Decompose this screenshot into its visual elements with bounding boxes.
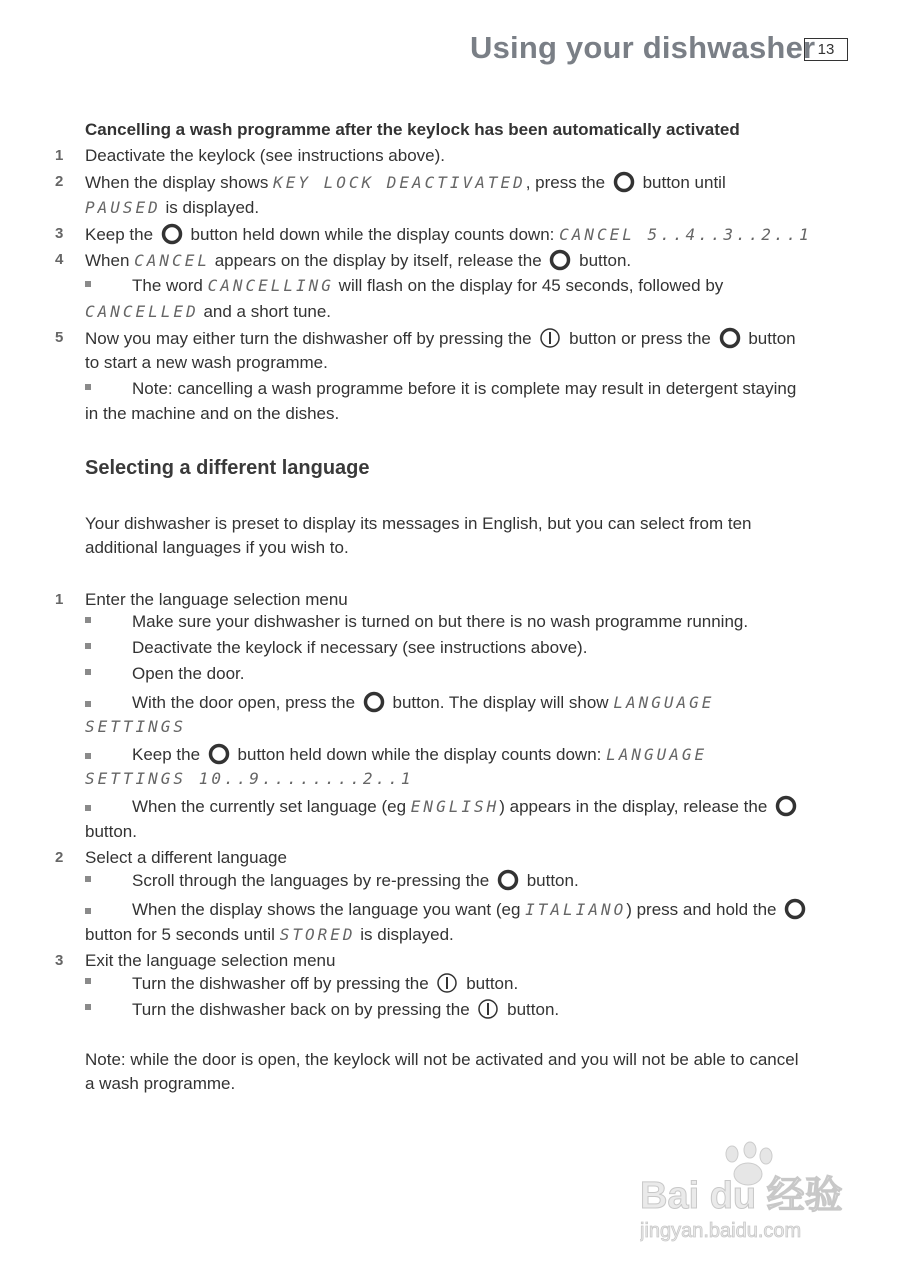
step-text: Select a different language bbox=[85, 848, 287, 867]
text: button bbox=[748, 329, 796, 348]
lcd-text: CANCELLING bbox=[207, 276, 334, 295]
start-button-icon bbox=[549, 249, 571, 271]
page-number: 13 bbox=[804, 38, 848, 61]
start-button-icon bbox=[208, 743, 230, 765]
note-text: Note: cancelling a wash programme before it is complete may result in detergent staying bbox=[132, 379, 797, 398]
bullet bbox=[85, 384, 91, 390]
bullet-line bbox=[132, 998, 559, 1021]
step-number: 2 bbox=[55, 849, 64, 866]
lcd-text: LANGUAGE bbox=[606, 745, 708, 764]
text: is displayed. bbox=[165, 198, 260, 217]
step-number: 1 bbox=[55, 147, 64, 164]
step-line bbox=[85, 197, 259, 219]
text: button held down while the display counts down: bbox=[237, 745, 602, 764]
text: will flash on the display for 45 seconds, followed by bbox=[338, 276, 724, 295]
step-line bbox=[85, 249, 631, 272]
bullet bbox=[85, 1004, 91, 1010]
text: Turn the dishwasher off by pressing the bbox=[132, 974, 429, 993]
text: appears on the display by itself, release the bbox=[214, 251, 542, 270]
start-button-icon bbox=[497, 869, 519, 891]
bullet bbox=[85, 908, 91, 914]
note-text: a wash programme. bbox=[85, 1074, 236, 1093]
text: When the display shows bbox=[85, 173, 269, 192]
text: button. bbox=[579, 251, 632, 270]
step-line bbox=[85, 223, 812, 246]
step-number: 1 bbox=[55, 591, 64, 608]
start-button-icon bbox=[161, 223, 183, 245]
lcd-text: CANCELLED bbox=[85, 302, 199, 321]
lcd-text: KEY LOCK DEACTIVATED bbox=[273, 173, 526, 192]
note-text: in the machine and on the dishes. bbox=[85, 404, 340, 423]
lcd-text: SETTINGS bbox=[85, 717, 187, 736]
text: and a short tune. bbox=[203, 302, 332, 321]
bullet bbox=[85, 805, 91, 811]
step-line bbox=[85, 327, 796, 350]
text: button. bbox=[526, 871, 579, 890]
step-text: Deactivate the keylock (see instructions above). bbox=[85, 146, 446, 165]
baidu-watermark bbox=[640, 1140, 850, 1250]
lcd-text: STORED bbox=[279, 925, 356, 944]
watermark-brand: Bai du 经验 bbox=[640, 1175, 843, 1217]
step-number: 2 bbox=[55, 173, 64, 190]
bullet-text: Make sure your dishwasher is turned on but there is no wash programme running. bbox=[132, 612, 749, 631]
text: button or press the bbox=[569, 329, 711, 348]
text: ) press and hold the bbox=[626, 900, 777, 919]
intro-text: additional languages if you wish to. bbox=[85, 538, 349, 557]
lcd-text: CANCEL bbox=[134, 251, 210, 270]
bullet-line bbox=[132, 898, 809, 921]
step-text: Exit the language selection menu bbox=[85, 951, 336, 970]
text: Keep the bbox=[85, 225, 154, 244]
bullet bbox=[85, 281, 91, 287]
text: The word bbox=[132, 276, 203, 295]
text: button. The display will show bbox=[392, 693, 609, 712]
bullet-text: Open the door. bbox=[132, 664, 245, 683]
bullet bbox=[85, 876, 91, 882]
start-button-icon bbox=[613, 171, 635, 193]
step-line bbox=[85, 171, 726, 194]
bullet-text: button. bbox=[85, 822, 137, 841]
power-button-icon bbox=[539, 327, 561, 349]
text: button until bbox=[642, 173, 726, 192]
bullet bbox=[85, 978, 91, 984]
bullet-line bbox=[132, 691, 714, 714]
watermark-url: jingyan.baidu.com bbox=[640, 1220, 802, 1242]
text: When bbox=[85, 251, 130, 270]
text: button. bbox=[507, 1000, 560, 1019]
bullet-line bbox=[85, 768, 413, 790]
bullet bbox=[85, 753, 91, 759]
bullet-line bbox=[85, 716, 186, 738]
text: button held down while the display counts down: bbox=[190, 225, 555, 244]
lcd-text: CANCEL 5..4..3..2..1 bbox=[559, 225, 812, 244]
bullet-line bbox=[85, 924, 454, 946]
bullet-line bbox=[85, 301, 331, 323]
text: is displayed. bbox=[360, 925, 454, 944]
lcd-text: ENGLISH bbox=[410, 797, 500, 816]
lcd-text: ITALIANO bbox=[525, 900, 627, 919]
bullet-line bbox=[132, 275, 723, 297]
power-button-icon bbox=[477, 998, 499, 1020]
text: , press the bbox=[525, 173, 606, 192]
start-button-icon bbox=[719, 327, 741, 349]
text: button. bbox=[466, 974, 519, 993]
step-number: 4 bbox=[55, 251, 64, 268]
bullet bbox=[85, 643, 91, 649]
step-text: Enter the language selection menu bbox=[85, 590, 348, 609]
text: When the currently set language (eg bbox=[132, 797, 407, 816]
bullet bbox=[85, 669, 91, 675]
bullet-text: Deactivate the keylock if necessary (see instructions above). bbox=[132, 638, 588, 657]
bullet-line bbox=[132, 743, 707, 766]
lcd-text: SETTINGS 10..9........2..1 bbox=[85, 769, 414, 788]
section-heading-cancel: Cancelling a wash programme after the keylock has been automatically activated bbox=[85, 120, 740, 139]
text: When the display shows the language you want (eg bbox=[132, 900, 521, 919]
bullet bbox=[85, 701, 91, 707]
text: Turn the dishwasher back on by pressing the bbox=[132, 1000, 470, 1019]
lcd-text: PAUSED bbox=[85, 198, 161, 217]
bullet-line bbox=[132, 795, 800, 818]
start-button-icon bbox=[775, 795, 797, 817]
note-text: Note: while the door is open, the keylock will not be activated and you will not be able to cancel bbox=[85, 1050, 799, 1069]
text: ) appears in the display, release the bbox=[499, 797, 768, 816]
step-number: 3 bbox=[55, 225, 64, 242]
intro-text: Your dishwasher is preset to display its messages in English, but you can select from ten bbox=[85, 514, 752, 533]
start-button-icon bbox=[784, 898, 806, 920]
bullet bbox=[85, 617, 91, 623]
power-button-icon bbox=[436, 972, 458, 994]
text: Scroll through the languages by re-pressing the bbox=[132, 871, 490, 890]
bullet-line bbox=[132, 869, 579, 892]
section-heading-language: Selecting a different language bbox=[85, 457, 370, 479]
step-text: to start a new wash programme. bbox=[85, 353, 328, 372]
step-number: 3 bbox=[55, 952, 64, 969]
text: With the door open, press the bbox=[132, 693, 356, 712]
lcd-text: LANGUAGE bbox=[613, 693, 715, 712]
start-button-icon bbox=[363, 691, 385, 713]
bullet-line bbox=[132, 972, 518, 995]
text: Keep the bbox=[132, 745, 201, 764]
step-number: 5 bbox=[55, 329, 64, 346]
page-title: Using your dishwasher bbox=[470, 30, 816, 65]
text: button for 5 seconds until bbox=[85, 925, 275, 944]
text: Now you may either turn the dishwasher off by pressing the bbox=[85, 329, 532, 348]
